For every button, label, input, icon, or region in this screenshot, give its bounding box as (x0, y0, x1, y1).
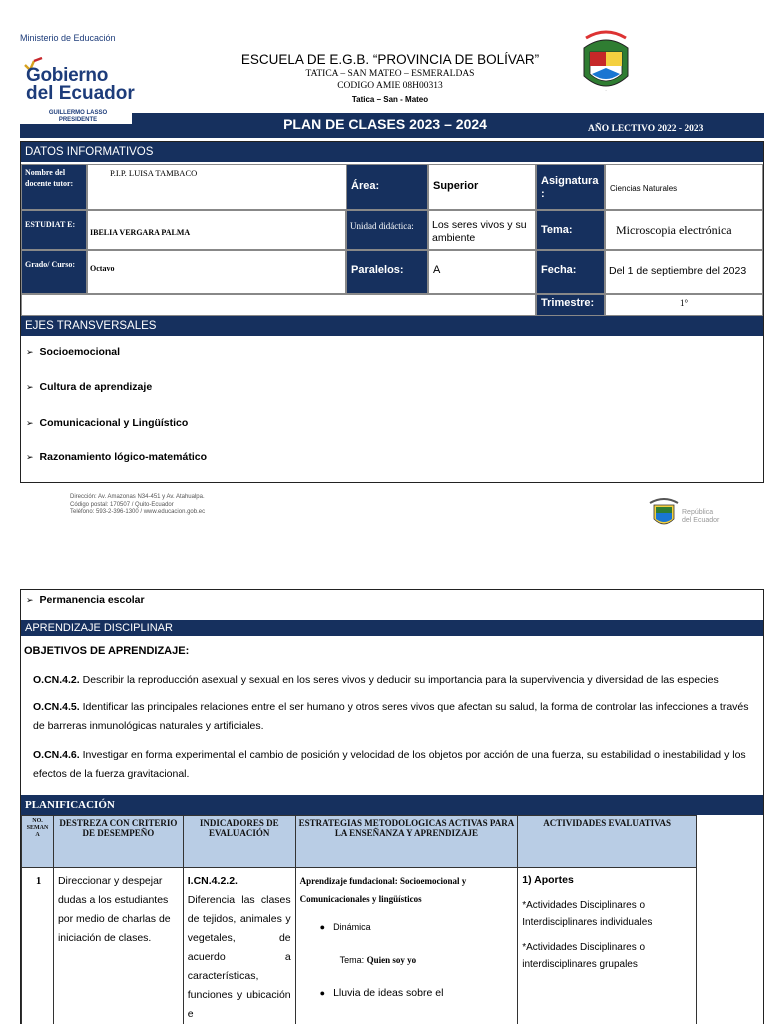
republica-logo (648, 497, 732, 531)
eje-item: ➢ Permanencia escolar (26, 594, 145, 606)
blank-cell (21, 294, 536, 316)
estrategia-cell (295, 868, 518, 1024)
aprendizaje-section-title: APRENDIZAJE DISCIPLINAR (21, 620, 763, 636)
republica-text: República del Ecuador (682, 509, 720, 524)
datos-section-title: DATOS INFORMATIVOS (21, 142, 763, 162)
arrow-bullet-icon: ➢ (26, 595, 34, 605)
docente-label: Nombre del docente tutor: (21, 164, 87, 210)
header-bar-left (20, 124, 132, 138)
table-row (22, 868, 697, 1024)
ministry-label: Ministerio de Educación (20, 33, 116, 43)
paralelos-value: A (428, 250, 536, 294)
objetivos-title: OBJETIVOS DE APRENDIZAJE: (24, 645, 190, 657)
eje-item: ➢ Cultura de aprendizaje (26, 381, 153, 393)
svg-text:·: · (605, 88, 607, 93)
school-place: Tatica – San - Mateo (351, 95, 429, 104)
school-crest-icon (578, 30, 634, 98)
docente-value: P.I.P. LUISA TAMBACO (110, 168, 198, 178)
footer-address: Dirección: Av. Amazonas N34-451 y Av. Atahualpa. (70, 494, 205, 500)
datos-informativos-table (20, 141, 764, 483)
eje-item: ➢ Socioemocional (26, 346, 121, 358)
footer-postal: Código postal: 170507 / Quito-Ecuador (70, 501, 174, 508)
area-value: Superior (428, 164, 536, 210)
estrategia-item: ● Lluvia de ideas sobre el (319, 987, 444, 999)
arrow-bullet-icon: ➢ (26, 452, 34, 462)
planificacion-section-title: PLANIFICACIÓN (21, 795, 763, 815)
footer-phone: Teléfono: 593-2-396-1300 / www.educacion.gob.ec (70, 509, 206, 515)
dot-bullet-icon: ● (319, 988, 326, 998)
president-name: GUILLERMO LASSO (48, 110, 108, 116)
eje-item: ➢ Razonamiento lógico-matemático (26, 451, 207, 463)
dot-bullet-icon: ● (319, 922, 326, 932)
fecha-value: Del 1 de septiembre del 2023 (605, 250, 763, 294)
estrategia-item: ● Dinámica (319, 922, 371, 932)
logo-ecuador-text: del Ecuador (26, 83, 135, 104)
indicador-text: Diferencia las clases de tejidos, animales y vegetales, de acuerdo a características, funciones y ubicación e (187, 894, 291, 1020)
school-name: ESCUELA DE E.G.B. “PROVINCIA DE BOLÍVAR” (240, 52, 540, 67)
arrow-bullet-icon: ➢ (26, 418, 34, 428)
col-semana-header: NO. SEMAN A (22, 816, 54, 868)
school-year: AÑO LECTIVO 2022 - 2023 (588, 124, 704, 134)
ejes-section-title: EJES TRANSVERSALES (21, 316, 763, 336)
asignatura-value: Ciencias Naturales (605, 164, 763, 210)
ecuador-coat-icon (648, 497, 680, 531)
area-label: Área: (346, 164, 428, 210)
president-title: PRESIDENTE (58, 117, 98, 123)
indicador-code: I.CN.4.2.2. (187, 875, 238, 887)
actividades-cell (518, 868, 697, 1024)
actividades-item: *Actividades Disciplinares o Interdisciplinares individuales (522, 900, 653, 928)
asignatura-label: Asignatura : (536, 164, 605, 210)
arrow-bullet-icon: ➢ (26, 382, 34, 392)
objetivo-item: O.CN.4.2. Describir la reproducción asexual y sexual en los seres vivos y deducir su importancia para la supervivencia y diversidad de las especies (33, 674, 719, 686)
grado-label: Grado/ Curso: (21, 250, 87, 294)
actividades-title: 1) Aportes (522, 874, 574, 886)
estrategia-tema: Tema: Quien soy yo (339, 955, 417, 965)
tema-label: Tema: (536, 210, 605, 250)
page-footer (70, 494, 205, 517)
col-indicadores-header: INDICADORES DE EVALUACIÓN (183, 816, 295, 868)
fecha-label: Fecha: (536, 250, 605, 294)
destreza-cell: Direccionar y despejar dudas a los estudiantes por medio de charlas de iniciación de clases. (53, 868, 183, 1024)
estudiante-value: IBELIA VERGARA PALMA (87, 210, 346, 250)
col-destreza-header: DESTREZA CON CRITERIO DE DESEMPEÑO (53, 816, 183, 868)
tema-value: Microscopia electrónica (605, 210, 763, 250)
trimestre-label: Trimestre: (536, 294, 605, 316)
plan-title: PLAN DE CLASES 2023 – 2024 (283, 116, 487, 132)
page-two-table (20, 589, 764, 1024)
col-actividades-header: ACTIVIDADES EVALUATIVAS (518, 816, 697, 868)
actividades-item: *Actividades Disciplinares o interdisciplinares grupales (522, 942, 646, 970)
objetivo-item: O.CN.4.6. Investigar en forma experimental el cambio de posición y velocidad de los objetos por acción de una fuerza, su estabilidad o inestabilidad y los efectos de la fuerza gravitacional. (33, 749, 746, 780)
trimestre-value: 1° (605, 294, 763, 316)
grado-value: Octavo (87, 250, 346, 294)
docente-value-cell (87, 164, 366, 210)
school-code: CODIGO AMIE 08H00313 (337, 81, 443, 91)
unidad-value: Los seres vivos y su ambiente (428, 210, 536, 250)
school-location: TATICA – SAN MATEO – ESMERALDAS (305, 69, 475, 79)
col-estrategias-header: ESTRATEGIAS METODOLOGICAS ACTIVAS PARA LA ENSEÑANZA Y APRENDIZAJE (295, 816, 518, 868)
planificacion-table (21, 815, 697, 1024)
estudiante-label: ESTUDIAT E: (21, 210, 87, 250)
paralelos-label: Paralelos: (346, 250, 428, 294)
semana-cell: 1 (22, 868, 54, 1024)
unidad-label: Unidad didáctica: (346, 210, 428, 250)
indicador-cell (183, 868, 295, 1024)
logo-gobierno-text: Gobierno (26, 65, 109, 86)
eje-item: ➢ Comunicacional y Lingüístico (26, 417, 189, 429)
estrategia-title: Aprendizaje fundacional: Socioemocional y Comunicacionales y lingüísticos (299, 876, 467, 904)
objetivo-item: O.CN.4.5. Identificar las principales relaciones entre el ser humano y otros seres vivos que afectan su salud, la forma de controlar las infecciones a través de barreras inmunológicas naturales y artificiales. (33, 701, 749, 732)
president-label (26, 110, 130, 124)
arrow-bullet-icon: ➢ (26, 347, 34, 357)
